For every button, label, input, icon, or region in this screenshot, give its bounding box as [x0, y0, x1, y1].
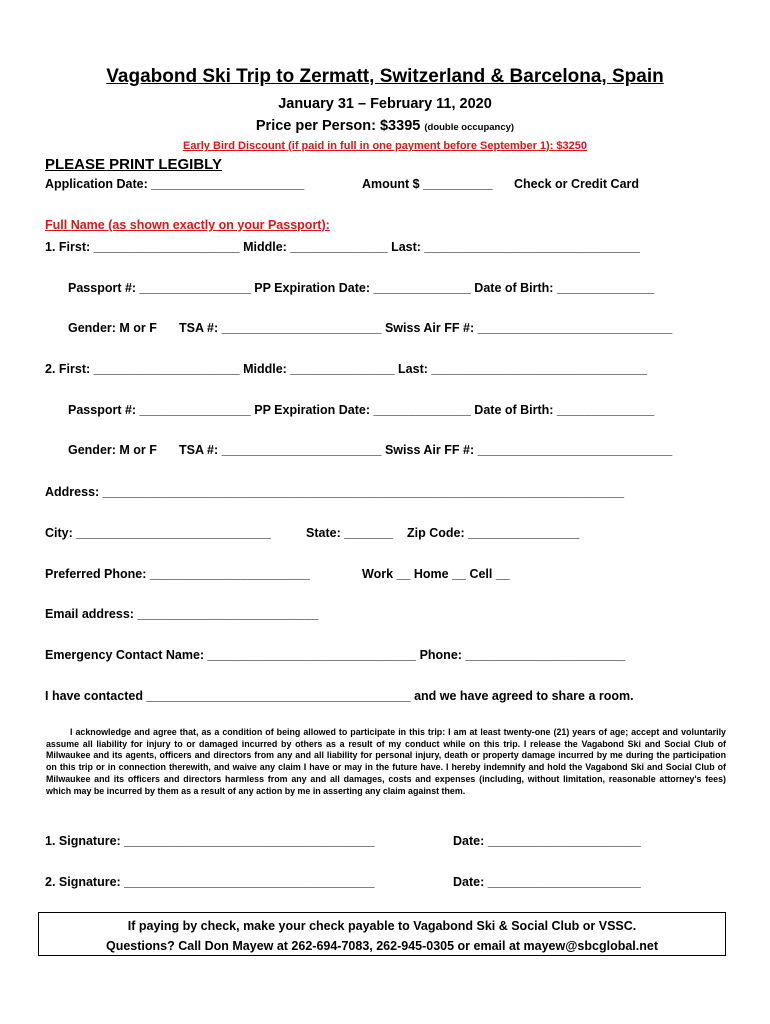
person2-name-fields[interactable]: 2. First: _____________________ Middle: _______________ Last: _______________________________ — [45, 362, 647, 376]
payment-method-label: Check or Credit Card — [514, 177, 640, 191]
zip-code-field[interactable]: Zip Code: ________________ — [407, 526, 580, 540]
signature-1-field[interactable]: 1. Signature: ____________________________________ — [45, 834, 375, 848]
price-per-person: Price per Person: $3395 — [255, 118, 421, 134]
person1-passport-fields[interactable]: Passport #: ________________ PP Expiration Date: ______________ Date of Birth: ______________ — [68, 281, 655, 295]
person1-name-fields[interactable]: 1. First: _____________________ Middle: ______________ Last: _______________________________ — [45, 240, 640, 254]
trip-dates: January 31 – February 11, 2020 — [278, 96, 492, 112]
date-1-field[interactable]: Date: ______________________ — [453, 834, 641, 848]
early-bird-discount: Early Bird Discount (if paid in full in one payment before September 1): $3250 — [182, 140, 588, 152]
amount-field[interactable]: Amount $ __________ — [362, 177, 493, 191]
person2-passport-fields[interactable]: Passport #: ________________ PP Expiration Date: ______________ Date of Birth: ______________ — [68, 403, 655, 417]
occupancy-note: (double occupancy) — [424, 122, 515, 133]
state-field[interactable]: State: _______ — [306, 526, 393, 540]
please-print-heading: PLEASE PRINT LEGIBLY — [45, 156, 222, 173]
person2-tsa-swissair-fields[interactable]: TSA #: _______________________ Swiss Air FF #: ____________________________ — [179, 443, 673, 457]
person1-gender-field[interactable]: Gender: M or F — [68, 321, 157, 335]
phone-type-field[interactable]: Work __ Home __ Cell __ — [362, 567, 510, 581]
signature-2-field[interactable]: 2. Signature: ____________________________________ — [45, 875, 375, 889]
waiver-text: I acknowledge and agree that, as a condition of being allowed to participate in this trip: I am at least twenty-one (21) years of age; accept and voluntarily assume all liability for injury to or damaged incurred by others as a result of my conduct while on this trip. I release the Vagabond Ski and Social Club of Milwaukee and its agents, officers and directors from any and all liability for personal injury, death or property damage incurred by me during the participation on this trip or in connection therewith, and waive any claim I have or may in the future have. I hereby indemnify and hold the Vagabond Ski and Social Club of Milwaukee and its officers and directors harmless from any and all damages, costs and expenses (including, without limitation, reasonable attorney's fees) which may be incurred by them as a result of any action by me in asserting any claim against them. — [46, 727, 726, 796]
check-payable-note: If paying by check, make your check payable to Vagabond Ski & Social Club or VSSC. — [127, 919, 637, 933]
address-field[interactable]: Address: ___________________________________________________________________________ — [45, 485, 625, 499]
date-2-field[interactable]: Date: ______________________ — [453, 875, 641, 889]
person2-gender-field[interactable]: Gender: M or F — [68, 443, 157, 457]
full-name-heading: Full Name (as shown exactly on your Passport): — [45, 218, 330, 232]
email-field[interactable]: Email address: __________________________ — [45, 607, 319, 621]
price-line — [0, 118, 770, 134]
application-date-field[interactable]: Application Date: ______________________ — [45, 177, 305, 191]
person1-tsa-swissair-fields[interactable]: TSA #: _______________________ Swiss Air FF #: ____________________________ — [179, 321, 673, 335]
document-title: Vagabond Ski Trip to Zermatt, Switzerland & Barcelona, Spain — [106, 66, 664, 87]
city-field[interactable]: City: ____________________________ — [45, 526, 271, 540]
contact-questions-note: Questions? Call Don Mayew at 262-694-7083, 262-945-0305 or email at mayew@sbcglobal.net — [105, 939, 658, 953]
roommate-field[interactable]: I have contacted ______________________________________ and we have agreed to share a room. — [45, 689, 634, 703]
liability-waiver — [46, 727, 726, 797]
preferred-phone-field[interactable]: Preferred Phone: _______________________ — [45, 567, 310, 581]
payment-info-box — [38, 912, 726, 956]
emergency-contact-field[interactable]: Emergency Contact Name: ______________________________ Phone: _______________________ — [45, 648, 626, 662]
